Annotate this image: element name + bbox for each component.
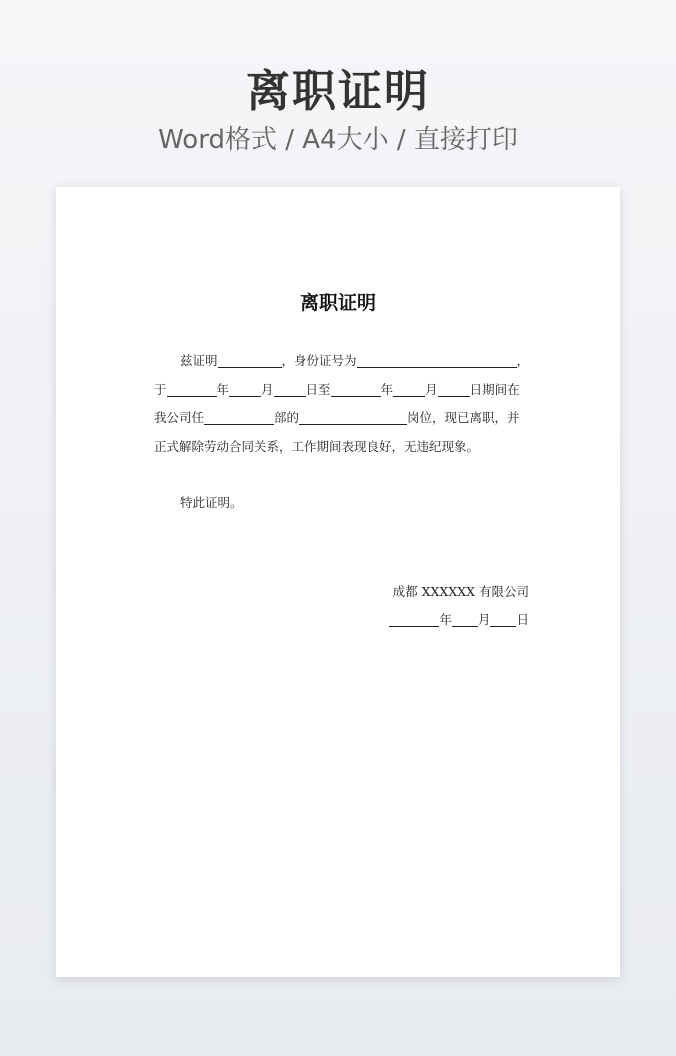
month-text: 月 <box>477 612 491 627</box>
end-day-blank <box>438 380 470 397</box>
signature-date <box>389 610 529 628</box>
year-text: 年 <box>439 612 452 627</box>
start-month-blank <box>229 380 261 397</box>
page-title: 离职证明 <box>246 66 430 117</box>
document-body <box>154 347 530 518</box>
body-line-3 <box>154 404 530 433</box>
company-signature: 成都 XXXXXX 有限公司 <box>392 584 529 599</box>
sign-year-blank <box>389 610 439 627</box>
start-year-blank <box>167 380 217 397</box>
position-blank <box>299 408 407 425</box>
period-text: 日期间在 <box>469 381 520 397</box>
day-text: 日 <box>516 612 529 627</box>
post-text: 岗位，现已离职，并 <box>407 410 520 425</box>
hereby-text: 兹证明 <box>180 353 218 368</box>
start-day-blank <box>274 380 306 397</box>
sign-day-blank <box>490 610 516 627</box>
body-line-4: 正式解除劳动合同关系，工作期间表现良好，无违纪现象。 <box>154 438 480 454</box>
id-number-blank <box>357 351 517 368</box>
month-text: 月 <box>261 381 274 397</box>
body-line-2 <box>154 376 530 405</box>
end-year-blank <box>331 380 381 397</box>
closing-text: 特此证明。 <box>180 495 243 510</box>
month-text: 月 <box>425 381 438 397</box>
company-text: 我公司任 <box>154 410 205 425</box>
sign-month-blank <box>452 610 478 627</box>
year-text: 年 <box>216 381 230 397</box>
to-text: 日至 <box>305 381 331 397</box>
body-line-1 <box>154 347 530 376</box>
document-title: 离职证明 <box>299 292 376 314</box>
dept-text: 部的 <box>274 410 300 425</box>
page-header <box>0 62 676 158</box>
comma-text: ， <box>516 353 530 368</box>
year-text: 年 <box>380 381 394 397</box>
name-blank <box>218 351 282 368</box>
end-month-blank <box>393 380 425 397</box>
department-blank <box>204 408 274 425</box>
spacer <box>154 461 530 489</box>
page-subtitle: Word格式 / A4大小 / 直接打印 <box>158 125 518 155</box>
id-label: ，身份证号为 <box>281 353 357 368</box>
from-text: 于 <box>154 381 167 397</box>
